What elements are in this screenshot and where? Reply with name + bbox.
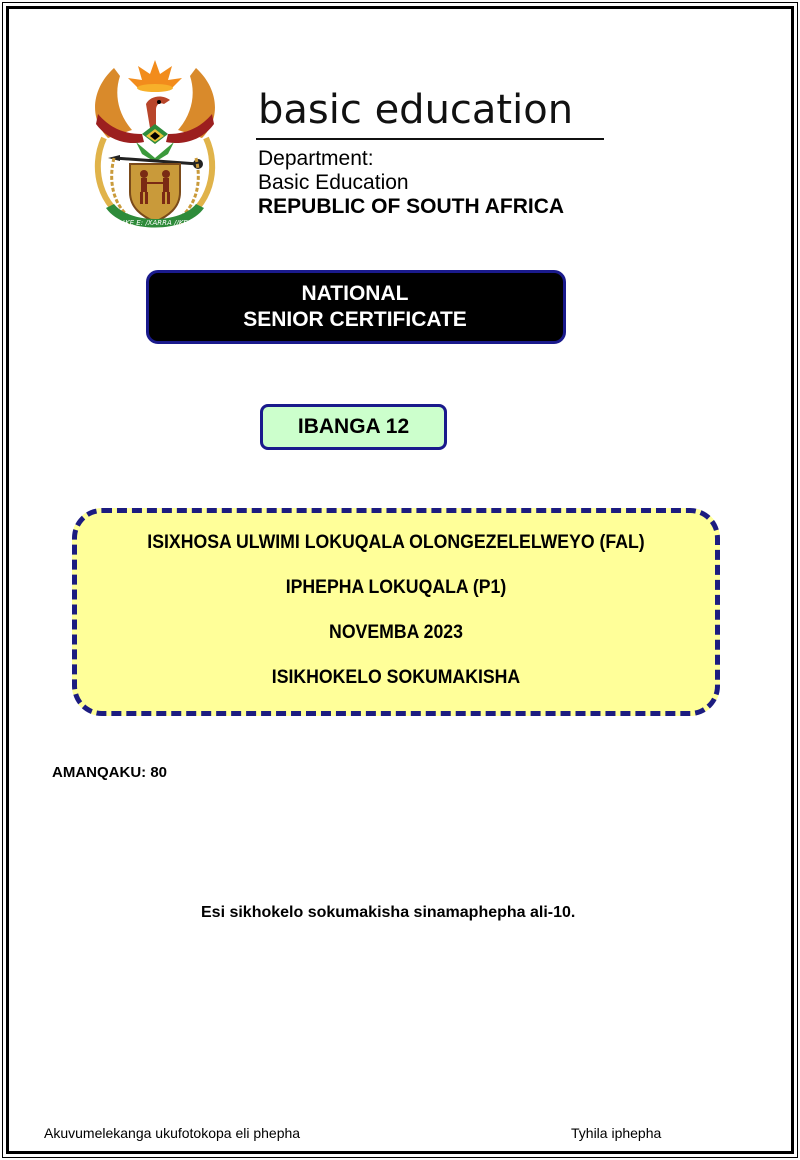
page-count-note: Esi sikhokelo sokumakisha sinamaphepha ali-10. [201, 904, 576, 921]
paper-title: IPHEPHA LOKUQALA (P1) [285, 577, 507, 598]
department-name: Basic Education [258, 171, 409, 194]
brand-divider [256, 138, 604, 140]
footer-turn-page: Tyhila iphepha [571, 1125, 662, 1141]
country-name: REPUBLIC OF SOUTH AFRICA [258, 195, 565, 218]
department-label: Department: [258, 147, 374, 170]
subject-info-box [72, 508, 720, 716]
session-title: NOVEMBA 2023 [329, 622, 463, 643]
certificate-banner [146, 270, 566, 344]
certificate-line-2: SENIOR CERTIFICATE [243, 308, 467, 331]
motto-text: !KE E: /XARRA //KE [122, 219, 188, 227]
south-african-coat-of-arms-icon [84, 58, 226, 234]
subject-title: ISIXHOSA ULWIMI LOKUQALA OLONGEZELELWEYO (FAL) [147, 532, 645, 553]
grade-label: IBANGA 12 [297, 415, 410, 438]
document-type-title: ISIKHOKELO SOKUMAKISHA [271, 667, 521, 688]
total-marks: AMANQAKU: 80 [52, 764, 168, 781]
brand-title: basic education [258, 87, 574, 133]
certificate-line-1: NATIONAL [301, 282, 409, 305]
footer-copy-notice: Akuvumelekanga ukufotokopa eli phepha [44, 1125, 301, 1141]
grade-badge [260, 404, 447, 450]
